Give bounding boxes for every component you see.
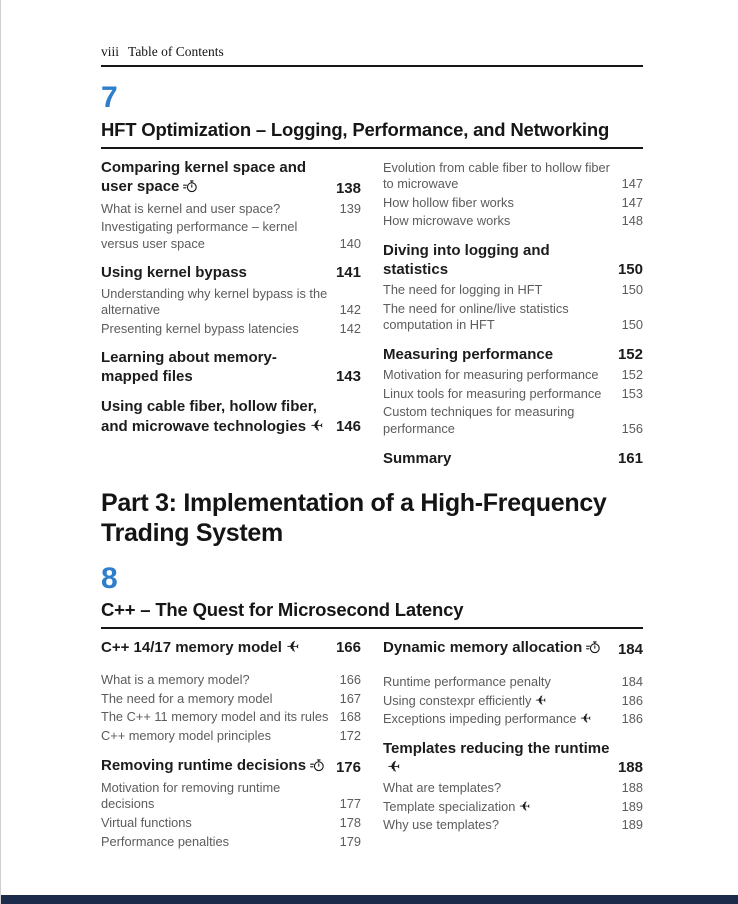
stopwatch-icon <box>183 179 197 198</box>
toc-entry-title: Using kernel bypass <box>101 264 247 282</box>
toc-entry-page: 150 <box>621 317 643 333</box>
toc-columns <box>101 158 643 471</box>
toc-entry-page: 161 <box>617 449 643 467</box>
plane-icon: ✈ <box>535 693 547 709</box>
toc-entry[interactable] <box>101 263 361 282</box>
toc-entry-page: 148 <box>621 213 643 229</box>
toc-entry-title: How hollow fiber works <box>383 194 514 210</box>
toc-entry-title: Comparing kernel space and user space <box>101 158 332 198</box>
toc-entry[interactable] <box>383 404 643 437</box>
toc-entry[interactable] <box>383 780 643 797</box>
toc-entry-title: Removing runtime decisions <box>101 756 332 777</box>
toc-entry[interactable] <box>383 345 643 364</box>
toc-entry-title: Performance penalties <box>101 833 230 849</box>
toc-entry-page: 184 <box>621 674 643 690</box>
bottom-bar <box>1 895 738 904</box>
toc-entry-page: 147 <box>621 194 643 210</box>
toc-entry-title: The need for online/live statistics computation in HFT <box>383 300 569 333</box>
part-heading: Part 3: Implementation of a High-Frequency Trading System <box>101 488 607 547</box>
toc-column-right <box>383 638 643 852</box>
toc-entry-title: Virtual functions <box>101 814 192 830</box>
toc-entry-title: Dynamic memory allocation <box>383 638 614 659</box>
chapter-7-section <box>101 82 643 471</box>
toc-entry[interactable] <box>383 799 643 816</box>
toc-entry[interactable] <box>101 286 361 319</box>
toc-entry-page: 176 <box>335 758 361 776</box>
toc-entry-page: 143 <box>335 368 361 386</box>
toc-entry[interactable] <box>383 693 643 710</box>
toc-entry-title: Templates reducing the runtime✈ <box>383 739 610 777</box>
toc-entry-page: 186 <box>621 692 643 708</box>
toc-entry-title: Motivation for removing runtime decisions <box>101 779 281 812</box>
toc-entry-title: Learning about memory-mapped files <box>101 349 277 386</box>
toc-entry[interactable] <box>101 780 361 813</box>
toc-entry[interactable] <box>383 160 643 193</box>
toc-entry[interactable] <box>383 213 643 230</box>
toc-entry-title: What are templates? <box>383 780 502 796</box>
toc-column-right <box>383 158 643 471</box>
toc-entry[interactable] <box>101 397 361 435</box>
toc-entry[interactable] <box>101 201 361 218</box>
toc-entry-page: 166 <box>335 639 361 657</box>
chapter-number: 7 <box>101 81 118 114</box>
toc-entry-title: Evolution from cable fiber to hollow fiber to microwave <box>383 159 610 192</box>
toc-entry[interactable] <box>101 834 361 851</box>
toc-entry[interactable] <box>383 367 643 384</box>
toc-entry-title: Using cable fiber, hollow fiber, and microwave technologies ✈ <box>101 398 324 435</box>
toc-columns <box>101 638 643 852</box>
toc-entry-page: 153 <box>621 385 643 401</box>
toc-entry[interactable] <box>101 158 361 198</box>
toc-entry-page: 140 <box>339 235 361 251</box>
toc-entry-title: The C++ 11 memory model and its rules <box>101 709 329 725</box>
toc-entry-title: How microwave works <box>383 213 511 229</box>
toc-entry-title: The need for logging in HFT <box>383 282 543 298</box>
toc-entry-title: Exceptions impeding performance ✈ <box>383 711 592 728</box>
running-head-title: Table of Contents <box>128 44 224 59</box>
toc-entry-page: 188 <box>621 780 643 796</box>
plane-icon: ✈ <box>519 799 531 815</box>
toc-entry-page: 177 <box>339 796 361 812</box>
toc-entry-page: 189 <box>621 798 643 814</box>
toc-entry[interactable] <box>383 449 643 468</box>
header-rule <box>101 65 643 67</box>
toc-entry-page: 141 <box>335 264 361 282</box>
toc-entry-title: Linux tools for measuring performance <box>383 385 602 401</box>
toc-entry-page: 139 <box>339 200 361 216</box>
toc-entry-page: 152 <box>617 345 643 363</box>
page-folio: viii <box>101 44 120 59</box>
toc-entry[interactable] <box>383 386 643 403</box>
toc-entry[interactable] <box>383 195 643 212</box>
toc-entry-page: 166 <box>339 672 361 688</box>
toc-entry[interactable] <box>383 282 643 299</box>
toc-entry[interactable] <box>383 301 643 334</box>
toc-entry-page: 188 <box>617 759 643 777</box>
toc-entry-title: What is a memory model? <box>101 672 250 688</box>
toc-entry-title: Investigating performance – kernel versus user space <box>101 219 298 251</box>
chapter-title: HFT Optimization – Logging, Performance, and Networking <box>101 119 643 149</box>
toc-entry-page: 172 <box>339 727 361 743</box>
toc-entry[interactable] <box>101 815 361 832</box>
toc-entry[interactable] <box>101 691 361 708</box>
toc-entry-title: Using constexpr efficiently ✈ <box>383 692 547 709</box>
toc-entry[interactable] <box>383 711 643 728</box>
toc-entry[interactable] <box>101 348 361 386</box>
toc-entry-page: 150 <box>621 282 643 298</box>
toc-entry-page: 168 <box>339 709 361 725</box>
toc-entry-page: 147 <box>621 176 643 192</box>
running-head <box>101 44 643 60</box>
toc-entry-page: 138 <box>335 179 361 197</box>
toc-entry-page: 152 <box>621 367 643 383</box>
toc-entry[interactable] <box>101 672 361 689</box>
toc-entry-title: C++ memory model principles <box>101 727 271 743</box>
toc-entry-title: Template specialization ✈ <box>383 798 531 815</box>
toc-entry-page: 142 <box>339 302 361 318</box>
chapter-number: 8 <box>101 561 118 595</box>
toc-entry-page: 189 <box>621 817 643 833</box>
toc-entry[interactable] <box>101 728 361 745</box>
toc-entry-title: Why use templates? <box>383 817 499 833</box>
toc-entry-page: 178 <box>339 814 361 830</box>
toc-entry-title: C++ 14/17 memory model ✈ <box>101 637 300 657</box>
toc-entry-title: Presenting kernel bypass latencies <box>101 320 299 336</box>
toc-entry-title: Understanding why kernel bypass is the alternative <box>101 285 328 318</box>
toc-entry[interactable] <box>101 638 361 657</box>
toc-entry-title: Custom techniques for measuring performance <box>383 404 575 436</box>
stopwatch-icon <box>310 758 324 777</box>
plane-icon: ✈ <box>285 637 300 657</box>
toc-entry[interactable] <box>383 674 643 691</box>
toc-entry[interactable] <box>383 817 643 834</box>
toc-entry-page: 142 <box>339 320 361 336</box>
plane-icon: ✈ <box>387 757 401 777</box>
toc-entry[interactable] <box>101 321 361 338</box>
toc-entry[interactable] <box>383 739 643 777</box>
toc-entry[interactable] <box>101 219 361 252</box>
toc-entry-title: The need for a memory model <box>101 690 273 706</box>
toc-entry[interactable] <box>383 241 643 279</box>
toc-entry-title: Runtime performance penalty <box>383 674 551 690</box>
toc-entry[interactable] <box>383 638 643 659</box>
plane-icon: ✈ <box>580 712 592 728</box>
plane-icon: ✈ <box>310 415 324 435</box>
chapter-8-section <box>101 563 643 853</box>
toc-entry-page: 186 <box>621 711 643 727</box>
toc-column-left <box>101 158 361 471</box>
toc-entry-title: Motivation for measuring performance <box>383 367 599 383</box>
toc-entry-page: 167 <box>339 690 361 706</box>
toc-entry-page: 184 <box>617 641 643 659</box>
toc-entry-page: 156 <box>621 420 643 436</box>
toc-entry-title: Summary <box>383 449 452 467</box>
toc-entry-page: 150 <box>617 261 643 279</box>
toc-entry-title: Diving into logging and statistics <box>383 242 550 279</box>
toc-entry[interactable] <box>101 709 361 726</box>
toc-entry-page: 179 <box>339 833 361 849</box>
toc-entry-page: 146 <box>335 417 361 435</box>
toc-entry-title: What is kernel and user space? <box>101 200 281 216</box>
toc-entry[interactable] <box>101 756 361 777</box>
chapter-title: C++ – The Quest for Microsecond Latency <box>101 599 643 629</box>
toc-column-left <box>101 638 361 852</box>
stopwatch-icon <box>586 640 600 659</box>
toc-entry-title: Measuring performance <box>383 345 554 363</box>
